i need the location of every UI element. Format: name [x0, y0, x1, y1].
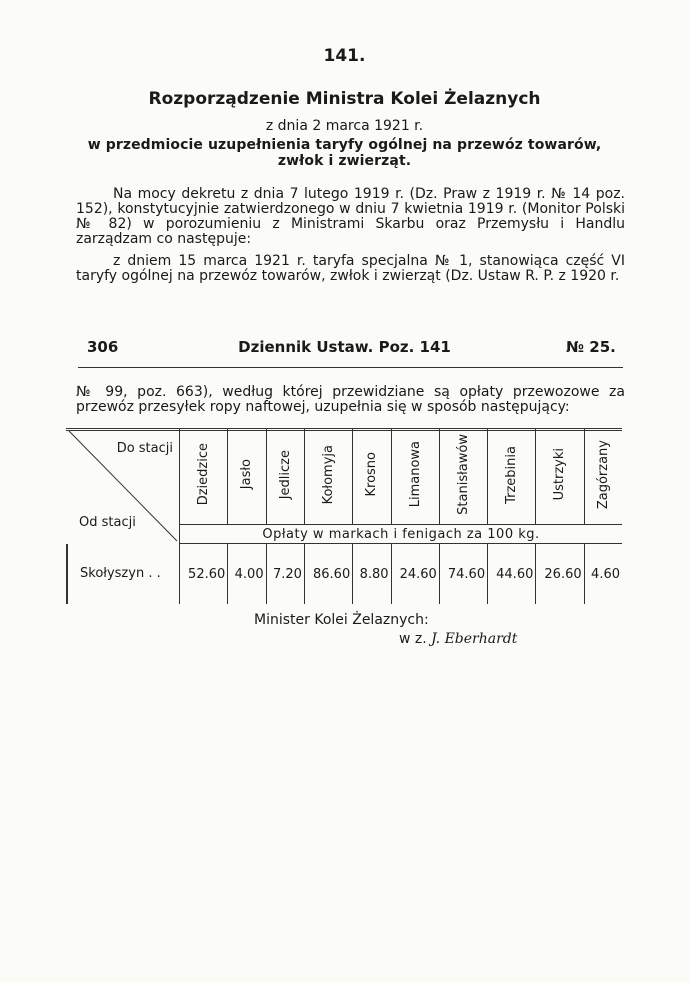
unit-note: Opłaty w markach i fenigach za 100 kg.	[180, 525, 623, 544]
signature-line	[399, 631, 517, 647]
dest-header: Krosno	[353, 429, 391, 525]
signature-name: J. Eberhardt	[431, 631, 518, 647]
fare-cell: 4.00	[228, 544, 266, 605]
fare-cell: 7.20	[266, 544, 304, 605]
paragraph-tariff: z dniem 15 marca 1921 r. taryfa specjalna № 1, stanowiąca część VI taryfy ogólnej na przewóz towarów, zwłok i zwierząt (Dz. Ustaw R. P. z 1920 r.	[76, 253, 625, 284]
dest-header: Ustrzyki	[536, 429, 584, 525]
tariff-table	[66, 429, 622, 604]
document-date: z dnia 2 marca 1921 r.	[265, 118, 424, 134]
origin-station: Skołyszyn . .	[67, 544, 180, 605]
signature-prefix: w z.	[399, 631, 427, 647]
to-station-label: Do stacji	[116, 441, 173, 456]
dest-header: Dziedzice	[180, 429, 228, 525]
fare-cell: 8.80	[353, 544, 391, 605]
dest-header: Zagórzany	[584, 429, 622, 525]
dest-header: Jasło	[228, 429, 266, 525]
dest-header: Trzebinia	[488, 429, 536, 525]
paragraph-continuation: № 99, poz. 663), według której przewidziane są opłaty przewozowe za przewóz przesyłek ropy naftowej, uzupełnia się w sposób następujący:	[76, 384, 625, 415]
table-corner-cell	[67, 429, 180, 544]
fare-cell: 74.60	[439, 544, 487, 605]
fare-cell: 26.60	[536, 544, 584, 605]
table-header-row	[67, 429, 622, 525]
dest-header: Limanowa	[391, 429, 439, 525]
journal-page-number: 306	[87, 338, 119, 356]
subject-line-2: zwłok i zwierząt.	[277, 153, 412, 169]
paragraph-decree: Na mocy dekretu z dnia 7 lutego 1919 r. (Dz. Praw z 1919 r. № 14 poz. 152), konstytucyjnie zatwierdzonego w dniu 7 kwietnia 1919 r. (Monitor Polski № 82) w porozumieniu z Ministrami Skarbu oraz Przemysłu i Handlu zarządzam co następuje:	[76, 186, 625, 247]
document-title: Rozporządzenie Ministra Kolei Żelaznych	[148, 89, 541, 109]
journal-issue: № 25.	[566, 338, 616, 356]
document-subject	[0, 137, 689, 169]
journal-title: Dziennik Ustaw. Poz. 141	[238, 338, 451, 356]
header-rule	[78, 367, 623, 368]
dest-header: Kołomyja	[304, 429, 352, 525]
dest-header: Stanisławów	[439, 429, 487, 525]
page-number: 141.	[323, 46, 366, 66]
fare-cell: 86.60	[304, 544, 352, 605]
from-station-label: Od stacji	[79, 515, 136, 530]
fare-cell: 24.60	[391, 544, 439, 605]
signature-title: Minister Kolei Żelaznych:	[254, 612, 429, 628]
fare-cell: 44.60	[488, 544, 536, 605]
table-row	[67, 544, 622, 605]
fare-cell: 52.60	[180, 544, 228, 605]
subject-line-1: w przedmiocie uzupełnienia taryfy ogólnej na przewóz towarów,	[87, 137, 602, 153]
fare-cell: 4.60	[584, 544, 622, 605]
dest-header: Jedlicze	[266, 429, 304, 525]
